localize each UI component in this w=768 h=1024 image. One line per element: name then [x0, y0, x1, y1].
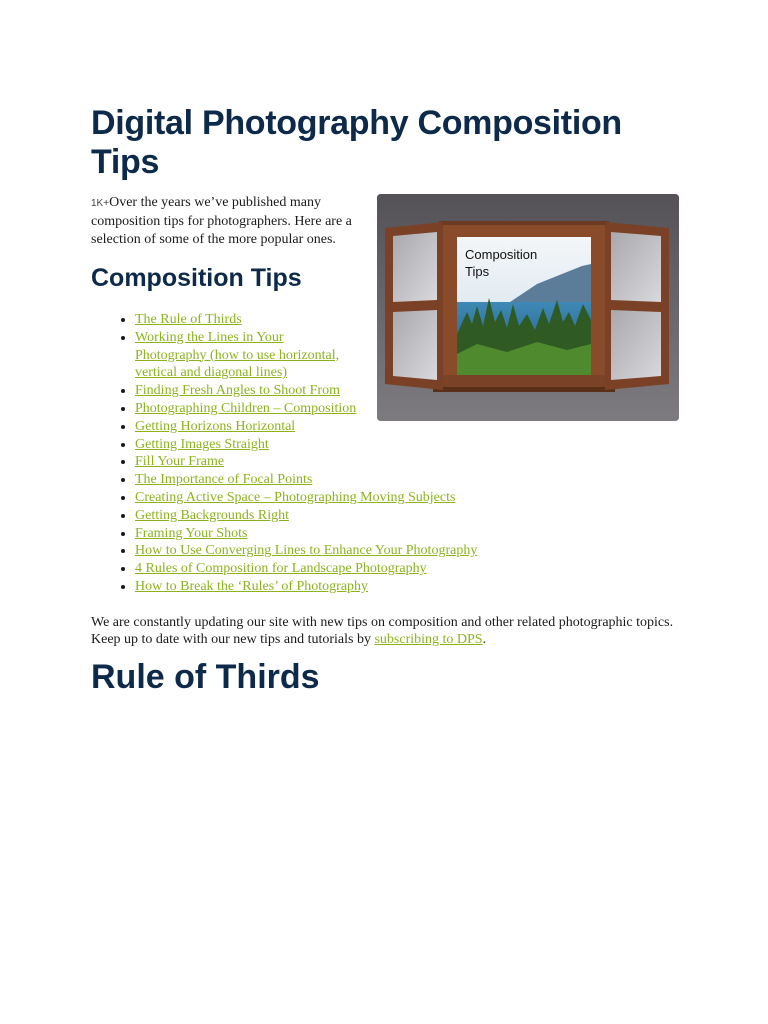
tip-link[interactable]: Getting Images Straight	[135, 436, 269, 452]
list-item	[135, 436, 681, 454]
share-count-badge: 1K+	[91, 198, 110, 209]
subscribe-link[interactable]: subscribing to DPS	[374, 632, 483, 648]
composition-tips-image	[377, 194, 679, 421]
tip-link[interactable]: Getting Backgrounds Right	[135, 507, 289, 523]
list-item	[135, 525, 681, 543]
outro-end: .	[482, 632, 487, 648]
tip-link[interactable]: Fill Your Frame	[135, 454, 225, 470]
tip-link[interactable]: Finding Fresh Angles to Shoot From	[135, 383, 340, 399]
tip-link[interactable]: The Importance of Focal Points	[135, 472, 313, 488]
list-item	[135, 507, 681, 525]
rule-of-thirds-heading: Rule of Thirds	[91, 657, 320, 696]
intro-text: Over the years we’ve published many composition tips for photographers. Here are a selection of some of the more popular ones.	[91, 195, 352, 247]
list-item	[135, 560, 681, 578]
intro-section	[91, 194, 681, 697]
tip-link[interactable]: 4 Rules of Composition for Landscape Photography	[135, 561, 427, 577]
page-title: Digital Photography Composition Tips	[91, 104, 622, 181]
window-illustration	[377, 194, 679, 421]
article	[91, 104, 681, 697]
image-caption-line2: Tips	[465, 264, 490, 279]
tip-link[interactable]: How to Use Converging Lines to Enhance Your Photography	[135, 543, 478, 559]
list-item	[135, 578, 681, 596]
tip-link[interactable]: The Rule of Thirds	[135, 312, 242, 327]
tip-link[interactable]: Photographing Children – Composition	[135, 400, 357, 416]
list-item	[135, 542, 681, 560]
tip-link[interactable]: Framing Your Shots	[135, 525, 248, 541]
list-item	[135, 471, 681, 489]
section-heading: Composition Tips	[91, 264, 302, 292]
outro-paragraph	[91, 614, 681, 649]
list-item	[135, 453, 681, 471]
image-caption	[465, 246, 565, 280]
outro-text: We are constantly updating our site with new tips on composition and other related photographic topics. Keep up to date with our new tips and tutorials by	[91, 614, 674, 648]
tip-link[interactable]: How to Break the ‘Rules’ of Photography	[135, 578, 369, 594]
list-item	[135, 489, 681, 507]
list-item	[135, 329, 357, 382]
image-caption-line1: Composition	[465, 247, 538, 262]
tip-link[interactable]: Working the Lines in Your Photography (how to use horizontal, vertical and diagonal lines)	[135, 329, 340, 381]
intro-paragraph	[91, 194, 376, 249]
tip-link[interactable]: Creating Active Space – Photographing Moving Subjects	[135, 489, 456, 505]
tip-link[interactable]: Getting Horizons Horizontal	[135, 418, 296, 434]
